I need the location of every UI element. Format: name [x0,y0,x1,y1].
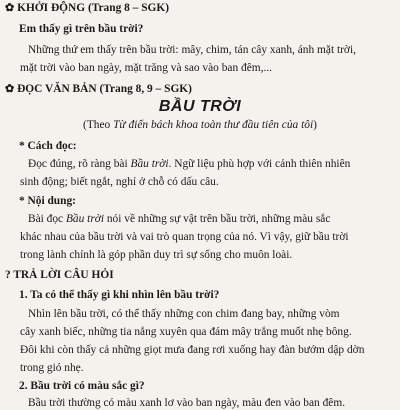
text-title: BẦU TRỜI [158,98,242,115]
answer-1-line-1: Nhìn lên bầu trời, có thể thấy những con chim đang bay, những vòm [28,308,340,320]
answer-1-line-4: trong gió nhẹ. [20,362,84,374]
question-1: 1. Ta có thể thấy gì khi nhìn lên bầu trời? [19,289,220,301]
section-warmup-title: KHỞI ĐỘNG (Trang 8 – SGK) [17,2,170,14]
answer-intro-line-1: Những thứ em thấy trên bầu trời: mây, chim, tán cây xanh, ánh mặt trời, [28,44,356,56]
question-2: 2. Bầu trời có màu sắc gì? [19,380,145,392]
content-line-3: trong lành chính là góp phần duy trì sự sống cho muôn loài. [20,249,293,261]
section-reading-title: ĐỌC VĂN BẢN (Trang 8, 9 – SGK) [17,83,192,95]
flower-bullet-icon: ✿ [5,83,15,95]
content-line-2: khác nhau của bầu trời và vai trò quan trọng của nó. Vì vậy, giữ bầu trời [20,231,349,243]
answers-heading: ? TRẢ LỜI CÂU HỎI [5,269,114,281]
section-reading-heading [5,82,192,96]
answer-1-line-2: cây xanh biếc, những tia nắng xuyên qua đám mây trắng muốt nhẹ bông. [20,326,352,338]
question-intro: Em thấy gì trên bầu trời? [19,23,144,35]
reading-line-1: Đọc đúng, rõ ràng bài Bầu trời. Ngữ liệu phù hợp với cảnh thiên nhiên [28,158,351,170]
reading-line-2: sinh động; biết ngắt, nghỉ ở chỗ có dấu câu. [20,176,219,188]
section-warmup-heading [5,1,169,15]
answer-intro-line-2: mặt trời vào ban ngày, mặt trăng và sao vào ban đêm,... [20,62,273,74]
content-line-1: Bài đọc Bầu trời nói về những sự vật trên bầu trời, những màu sắc [28,213,331,225]
answer-1-line-3: Đôi khi còn thấy cả những giọt mưa đang rơi xuống hay đàn bướm dập dờn [20,344,365,356]
reading-label: * Cách đọc: [19,140,77,152]
source-book: Từ điển bách khoa toàn thư đầu tiên của tôi [113,119,314,131]
answer-2-line-1: Bầu trời thường có màu xanh lơ vào ban ngày, màu đen vào ban đêm. [28,397,346,409]
flower-bullet-icon: ✿ [5,2,15,14]
content-label: * Nội dung: [19,195,76,207]
text-source: (Theo Từ điển bách khoa toàn thư đầu tiên của tôi) [83,119,317,131]
